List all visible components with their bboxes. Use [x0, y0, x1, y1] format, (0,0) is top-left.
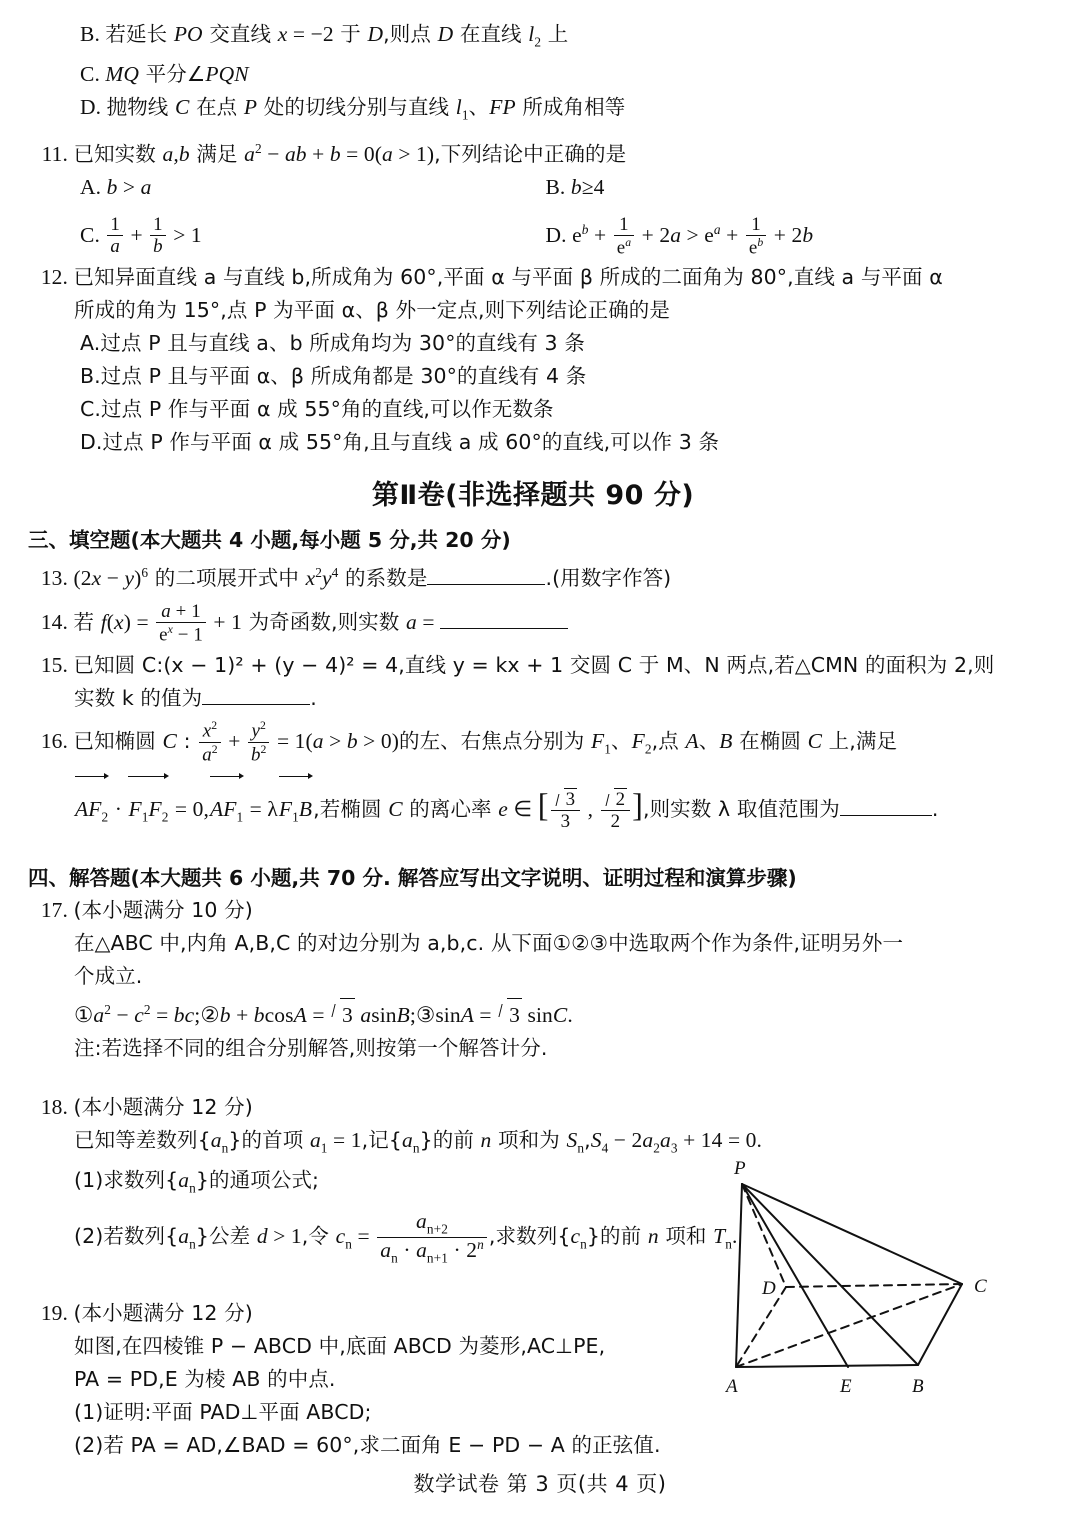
q13-number: 13. — [40, 566, 68, 591]
q18-points: (本小题满分 12 分) — [73, 1094, 253, 1119]
q19-line-1-text: 如图,在四棱锥 P − ABCD 中,底面 ABCD 为菱形,AC⊥PE, — [74, 1333, 606, 1358]
pyramid-diagram — [700, 1152, 1020, 1412]
option-label-b: B. — [80, 22, 100, 46]
q14-a: a — [406, 610, 417, 635]
q10-option-b — [28, 18, 1038, 58]
q12-option-b — [28, 360, 1038, 393]
edge-P-D — [742, 1184, 786, 1287]
q17-line-4 — [28, 1032, 1038, 1065]
option-d-l-sub: 1 — [461, 107, 469, 123]
q12-option-d-text: 过点 P 作与平面 α 成 55°角,且与直线 a 成 60°的直线,可以作 3 条 — [102, 429, 720, 454]
q12-stem-line-2 — [28, 294, 1038, 327]
q13-part-4: .(用数字作答) — [545, 566, 672, 591]
q11-number: 11. — [41, 141, 68, 166]
option-d-fp: FP — [489, 95, 516, 120]
vertex-label-P: P — [734, 1158, 746, 1179]
q12-option-label-b: B. — [80, 363, 101, 388]
q12-option-d — [28, 426, 1038, 459]
q11-stem — [28, 132, 1038, 171]
vertex-label-D: D — [762, 1278, 776, 1299]
q11-stem-3: ,下列结论中正确的是 — [434, 141, 627, 166]
option-b-l: l — [528, 22, 535, 46]
q14-part-1: 若 — [73, 610, 101, 635]
q19-line-4-text: (2)若 PA = AD,∠BAD = 60°,求二面角 E − PD − A 的正弦值. — [74, 1432, 661, 1457]
option-c-mq: MQ — [105, 62, 140, 87]
edge-A-B — [736, 1365, 918, 1367]
q12-option-label-a: A. — [80, 330, 101, 355]
q15-line-1 — [28, 649, 1038, 682]
q14-part-3: = — [416, 610, 441, 635]
q17-line-1 — [28, 927, 1038, 960]
option-b-text-4: ,则点 — [383, 22, 438, 46]
q15-answer-blank[interactable] — [202, 704, 310, 705]
option-b-text-3: 于 — [333, 22, 368, 46]
q12-option-a-text: 过点 P 且与直线 a、b 所成角均为 30°的直线有 3 条 — [100, 330, 585, 355]
q16-line-1: 16. 已知椭圆 C : $\frac{x^2}{a^2}$ + $\frac{y^2}{b^2}$ = 1(a > b > 0)的左、右焦点分别为 $F_1$、$F_2$,点 A、B 在椭圆 C 上,满足 — [28, 715, 1038, 775]
option-d-c: C — [175, 95, 190, 120]
q17-line-2-text: 个成立. — [74, 963, 143, 988]
vertex-label-A: A — [726, 1376, 738, 1397]
q11-ab: a,b — [162, 141, 190, 166]
q10-option-c — [28, 58, 1038, 91]
q17-line-1-text: 在△ABC 中,内角 A,B,C 的对边分别为 a,b,c. 从下面①②③中选取两个作为条件,证明另外一 — [74, 930, 904, 955]
q11-stem-1: 已知实数 — [73, 141, 163, 166]
q11-stem-2: 满足 — [189, 141, 245, 166]
q19-line-4 — [28, 1429, 1038, 1462]
q12-line-2-text: 所成的角为 15°,点 P 为平面 α、β 外一定点,则下列结论正确的是 — [74, 297, 671, 322]
q11-option-label-b: B. — [545, 174, 566, 199]
q17-line-4-text: 注:若选择不同的组合分别解答,则按第一个解答计分. — [74, 1035, 548, 1060]
q11-expr: $a^2$ − ab + b = 0(a > 1) — [244, 140, 435, 166]
option-b-d1: D — [367, 22, 384, 46]
q14-part-2: 为奇函数,则实数 — [241, 610, 407, 635]
q18-line-3: (2)若数列$\{a_n\}$公差 d > 1,令 $c_n$ = $\frac{a_{n+2}}{a_n \cdot a_{n+1} \cdot 2^n}$ ,求数列$\{c_n\}$的前 n 项和 $T_n$. — [74, 1208, 738, 1266]
q17-number: 17. — [40, 897, 68, 922]
option-b-d2: D — [437, 22, 454, 46]
option-d-text-2: 在点 — [189, 95, 244, 120]
q17-points-line — [28, 894, 1038, 927]
q13-answer-blank[interactable] — [427, 584, 545, 585]
option-b-l-sub: 2 — [534, 34, 542, 50]
q19-points: (本小题满分 12 分) — [73, 1300, 253, 1325]
edge-P-C — [742, 1184, 962, 1284]
q12-option-c-text: 过点 P 作与平面 α 成 55°角的直线,可以作无数条 — [101, 396, 554, 421]
q13-part-3: 的系数是 — [338, 566, 428, 591]
vertex-label-C: C — [974, 1276, 987, 1297]
q18-line-1: 已知等差数列$\{a_n\}$的首项 $a_1 = 1$,记$\{a_n\}$的前 n 项和为 $S_n,S_4 - 2a_2a_3 + 14 = 0$. — [74, 1127, 762, 1156]
q17-line-2 — [28, 960, 1038, 993]
volume-two-title: 第Ⅱ卷(非选择题共 90 分) — [371, 479, 695, 511]
q12-option-label-d: D. — [80, 429, 103, 454]
q12-stem-line-1 — [28, 261, 1038, 294]
q14-expr: f(x) = $\frac{a + 1}{e^x - 1}$ + 1 — [100, 600, 242, 646]
option-b-x: x — [277, 22, 288, 46]
q19-number: 19. — [40, 1300, 68, 1325]
q11-options-row-2 — [28, 204, 1038, 261]
q14-number: 14. — [40, 610, 68, 635]
q11-option-c-expr: $\frac{1}{a}$ + $\frac{1}{b}$ > 1 — [105, 223, 201, 247]
option-label-c: C. — [80, 62, 100, 87]
option-d-text-5: 所成角相等 — [515, 95, 626, 120]
option-b-eq: = — [287, 22, 311, 46]
q19-line-2-text: PA = PD,E 为棱 AB 的中点. — [74, 1366, 336, 1391]
vertex-label-E: E — [840, 1376, 852, 1397]
option-d-text-3: 处的切线分别与直线 — [257, 95, 456, 120]
option-b-po: PO — [173, 22, 203, 46]
q15-line-2 — [28, 682, 1038, 715]
q13-expr: $(2x - y)^6$ — [73, 564, 149, 591]
q18-line-2: (1)求数列$\{a_n\}$的通项公式; — [74, 1168, 320, 1196]
q15-line-2-text: 实数 k 的值为 — [74, 686, 203, 711]
q12-number: 12. — [40, 264, 68, 289]
edge-D-C — [786, 1284, 962, 1287]
q16-line-2: $AF_2$ · $F_1F_2 = 0$, $AF_1 = \lambda$ $F_1B$,若椭圆 C 的离心率 e ∈ [ $\frac{3}{3}$ , $\frac{2}{2}$ ],则实数 λ 取值范围为 . — [28, 775, 1038, 847]
page-footer: 数学试卷 第 3 页(共 4 页) — [413, 1472, 667, 1496]
option-b-text-6: 上 — [541, 22, 569, 46]
option-b-text-5: 在直线 — [453, 22, 529, 46]
vertex-label-B: B — [912, 1376, 924, 1397]
edge-D-A — [736, 1287, 786, 1367]
q14 — [28, 595, 1038, 649]
q17-conditions: $①a^2 - c^2$ = bc;②b + bcosA = 3 asinB;③sinA = 3 sinC. — [74, 1003, 573, 1027]
q13-term: $x^2y^4$ — [305, 564, 339, 591]
q17-line-3 — [28, 993, 1038, 1032]
q12-option-b-text: 过点 P 且与平面 α、β 所成角都是 30°的直线有 4 条 — [100, 363, 587, 388]
q12-option-c — [28, 393, 1038, 426]
q18-number: 18. — [40, 1094, 68, 1119]
q13 — [28, 556, 1038, 595]
q13-exponent: 6 — [141, 564, 149, 580]
q12-option-label-c: C. — [80, 396, 102, 421]
q19-line-3-text: (1)证明:平面 PAD⊥平面 ABCD; — [74, 1399, 372, 1424]
option-b-val: −2 — [310, 22, 334, 46]
q11-options-row-1 — [28, 171, 1038, 204]
q10-option-d — [28, 91, 1038, 131]
q19-figure — [700, 1152, 1020, 1412]
section-three-heading: 三、填空题(本大题共 4 小题,每小题 5 分,共 20 分) — [28, 527, 511, 552]
q16-vector-conditions: $AF_2$ · $F_1F_2 = 0$, $AF_1 = \lambda$ $F_1B$ — [74, 797, 313, 821]
edge-B-C — [918, 1284, 962, 1365]
q15-line-1-text: 已知圆 C:(x − 1)² + (y − 4)² = 4,直线 y = kx + 1 交圆 C 于 M、N 两点,若△CMN 的面积为 2,则 — [73, 653, 995, 678]
q12-option-a — [28, 327, 1038, 360]
q11-option-label-c: C. — [80, 222, 100, 247]
q17-points: (本小题满分 10 分) — [73, 897, 253, 922]
option-label-d: D. — [80, 95, 102, 120]
q11-option-d-expr: $e^b$ + $\frac{1}{e^a}$ + $2a > e^a$ + $\frac{1}{e^b}$ + 2b — [572, 213, 814, 259]
q15-line-2-end: . — [310, 686, 317, 711]
section-four-heading: 四、解答题(本大题共 6 小题,共 70 分. 解答应写出文字说明、证明过程和演算步骤) — [28, 865, 797, 890]
q11-option-a-expr: b > a — [106, 174, 152, 199]
edge-P-A — [736, 1184, 742, 1367]
q11-option-b-expr: b≥4 — [570, 174, 605, 199]
q11-option-label-d: D. — [545, 222, 567, 247]
option-b-text-1: 若延长 — [105, 22, 174, 46]
option-c-pqn: PQN — [205, 62, 249, 87]
q18-points-line — [28, 1091, 1038, 1124]
q12-line-1: 已知异面直线 a 与直线 b,所成角为 60°,平面 α 与平面 β 所成的二面角为 80°,直线 a 与平面 α — [73, 264, 943, 289]
option-d-l: l — [455, 95, 462, 120]
option-d-p: P — [243, 95, 258, 120]
q13-part-2: 的二项展开式中 — [148, 566, 306, 591]
q16-ellipse-equation: $\frac{x^2}{a^2}$ + $\frac{y^2}{b^2}$ = 1(a > b > 0) — [197, 729, 399, 753]
option-d-text-4: 、 — [468, 95, 490, 120]
q16-line-2-end: . — [931, 797, 939, 822]
q14-answer-blank[interactable] — [440, 628, 568, 629]
option-b-text-2: 交直线 — [202, 22, 278, 46]
q16-answer-blank[interactable] — [840, 815, 932, 816]
q15-number: 15. — [40, 653, 68, 678]
option-c-text-1: 平分∠ — [139, 62, 206, 87]
option-d-text-1: 抛物线 — [106, 95, 176, 120]
q16-number: 16. — [40, 729, 68, 754]
q11-option-label-a: A. — [80, 174, 102, 199]
